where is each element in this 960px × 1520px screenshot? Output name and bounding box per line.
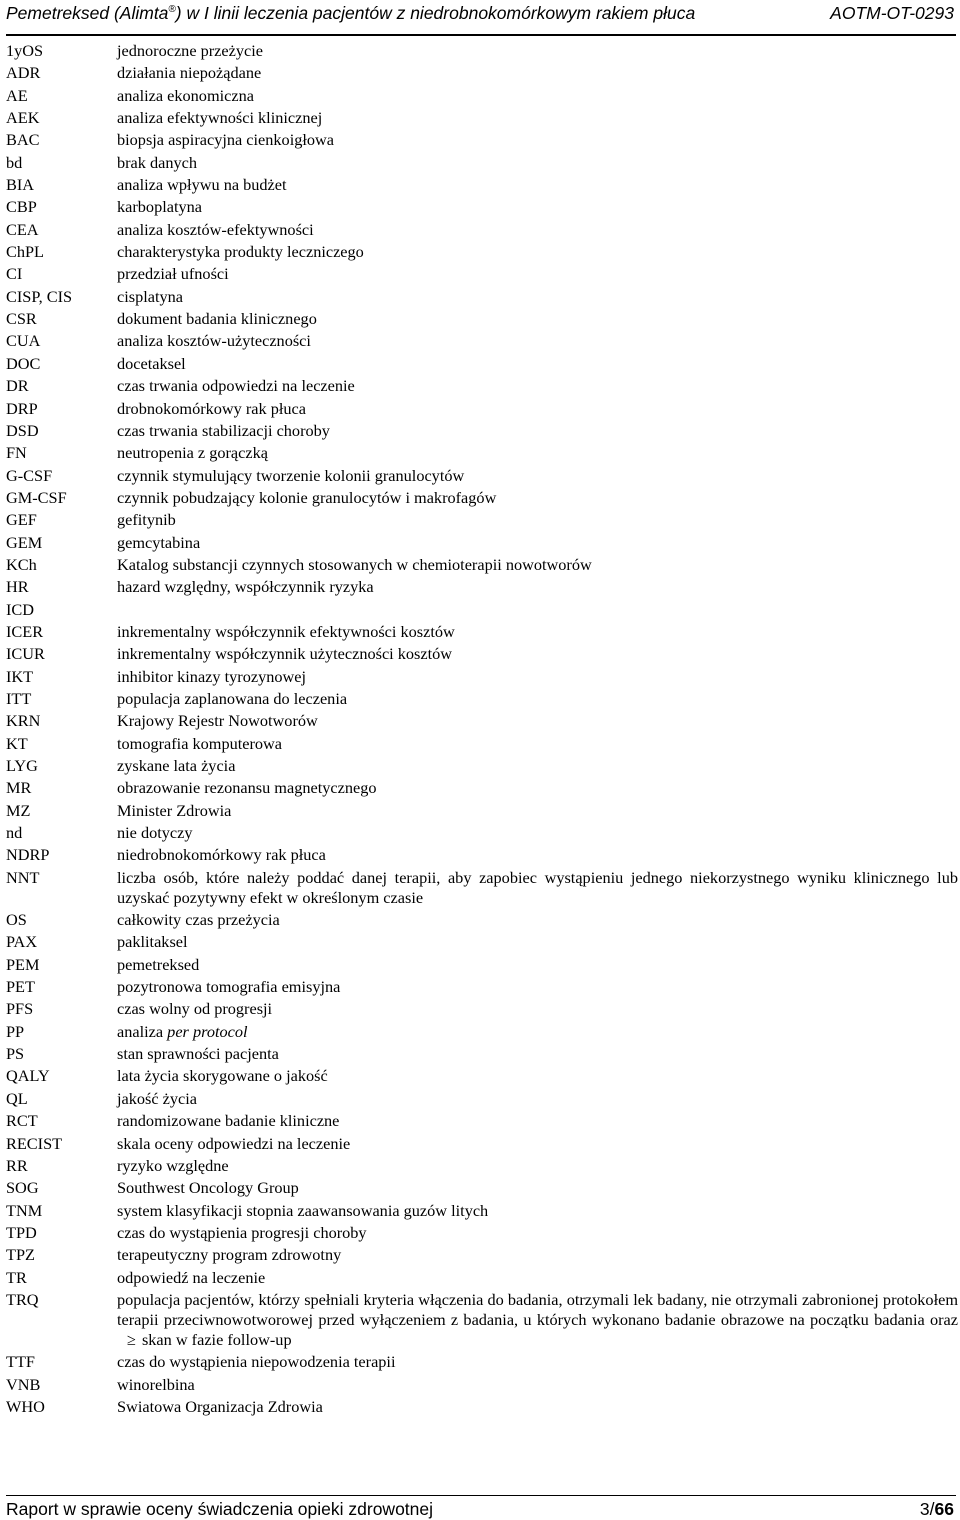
- abbreviation-term: LYG: [6, 756, 38, 775]
- definition-text: przedział ufności: [117, 264, 229, 284]
- abbreviation-row: [6, 910, 958, 932]
- definition-text: tomografia komputerowa: [117, 733, 283, 753]
- abbreviation-definition: [117, 644, 958, 666]
- abbreviation-term: TR: [6, 1267, 27, 1287]
- abbreviation-term: HR: [6, 577, 29, 597]
- abbreviation-definition: [117, 845, 958, 867]
- abbreviation-row: [6, 1245, 958, 1267]
- abbreviation-definition: [117, 1089, 958, 1111]
- abbreviation-row: [6, 443, 958, 465]
- abbreviation-definition: [117, 510, 958, 532]
- definition-text: neutropenia z gorączką: [117, 443, 268, 463]
- abbreviation-row: [6, 309, 958, 331]
- abbreviations-table: [6, 41, 958, 1419]
- page-separator: /: [929, 1499, 935, 1519]
- abbreviation-row: [6, 86, 958, 108]
- abbreviation-row: [6, 421, 958, 443]
- abbreviation-term: AE: [6, 85, 28, 105]
- abbreviation-row: [6, 845, 958, 867]
- definition-text: gemcytabina: [117, 532, 201, 552]
- definition-text: biopsja aspiracyjna cienkoigłowa: [117, 130, 335, 150]
- definition-text: ryzyko względne: [117, 1155, 229, 1175]
- page-total: 66: [934, 1499, 954, 1519]
- abbreviation-row: [6, 667, 958, 689]
- definition-text: docetaksel: [117, 353, 186, 373]
- abbreviation-definition: [117, 108, 958, 130]
- definition-text: populacja pacjentów, którzy spełniali kryteria włączenia do badania, otrzymali lek badany, nie otrzymali zabronionej protokołem terapii przeciwnowotworowej przed wyłączeniem z badania, u których wykonano badanie obrazowe na początku badania oraz: [117, 1289, 958, 1329]
- abbreviation-term: VNB: [6, 1374, 41, 1394]
- abbreviation-row: [6, 1044, 958, 1066]
- definition-text: karboplatyna: [117, 197, 202, 217]
- definition-text: odpowiedź na leczenie: [117, 1267, 266, 1287]
- page-number: [920, 1499, 954, 1520]
- abbreviation-row: [6, 600, 958, 622]
- definition-text: Minister Zdrowia: [117, 800, 232, 820]
- abbreviation-term: TNM: [6, 1200, 43, 1220]
- abbreviation-definition: [117, 1044, 958, 1066]
- abbreviation-definition: [117, 197, 958, 219]
- abbreviation-term: OS: [6, 910, 27, 930]
- definition-text: terapeutyczny program zdrowotny: [117, 1245, 342, 1265]
- abbreviation-term: ICD: [6, 599, 35, 619]
- footer-report-title: Raport w sprawie oceny świadczenia opieki zdrowotnej: [6, 1499, 434, 1519]
- abbreviation-term: DSD: [6, 420, 39, 440]
- abbreviation-row: [6, 287, 958, 309]
- abbreviation-row: [6, 1178, 958, 1200]
- abbreviation-row: [6, 868, 958, 910]
- abbreviation-definition: [117, 264, 958, 286]
- abbreviation-definition: [117, 1352, 958, 1374]
- abbreviation-row: [6, 1268, 958, 1290]
- abbreviation-definition: [117, 977, 958, 999]
- document-title: [6, 3, 695, 24]
- definition-text: analiza ekonomiczna: [117, 85, 254, 105]
- definition-text: całkowity czas przeżycia: [117, 910, 280, 930]
- page-current: 3: [919, 1499, 930, 1519]
- abbreviation-row: [6, 466, 958, 488]
- abbreviation-definition: [117, 130, 958, 152]
- definition-text: system klasyfikacji stopnia zaawansowania guzów litych: [117, 1200, 489, 1220]
- abbreviation-term: RCT: [6, 1111, 38, 1131]
- definition-text: inhibitor kinazy tyrozynowej: [117, 666, 306, 686]
- abbreviation-row: [6, 399, 958, 421]
- abbreviation-definition: [117, 421, 958, 443]
- title-part-2: ) w I linii leczenia pacjentów z niedrobnokomórkowym rakiem płuca: [175, 3, 696, 23]
- abbreviation-definition: [117, 175, 958, 197]
- definition-text: Krajowy Rejestr Nowotworów: [117, 711, 318, 731]
- abbreviation-term: AEK: [6, 108, 40, 128]
- abbreviation-definition: [117, 1375, 958, 1397]
- trademark-symbol: ®: [168, 4, 176, 16]
- abbreviation-definition: [117, 443, 958, 465]
- abbreviation-term: KRN: [6, 711, 41, 731]
- abbreviation-definition: [117, 309, 958, 331]
- definition-text: analiza efektywności klinicznej: [117, 108, 323, 128]
- abbreviation-definition: [117, 756, 958, 778]
- abbreviation-definition: [117, 910, 958, 932]
- definition-text: niedrobnokomórkowy rak płuca: [117, 845, 326, 865]
- definition-text: pemetreksed: [117, 954, 200, 974]
- abbreviation-term: PP: [6, 1021, 25, 1041]
- abbreviation-row: [6, 354, 958, 376]
- abbreviation-row: [6, 734, 958, 756]
- abbreviation-definition: [117, 1201, 958, 1223]
- definition-text: analiza kosztów-użyteczności: [117, 331, 311, 351]
- abbreviation-term: nd: [6, 823, 23, 843]
- definition-text: randomizowane badanie kliniczne: [117, 1111, 340, 1131]
- abbreviation-row: [6, 1156, 958, 1178]
- abbreviation-term: ITT: [6, 688, 32, 708]
- abbreviation-definition: [117, 331, 958, 353]
- abbreviation-term: KCh: [6, 554, 37, 574]
- abbreviation-definition: [117, 734, 958, 756]
- abbreviation-definition: [117, 399, 958, 421]
- abbreviation-definition: [117, 1223, 958, 1245]
- definition-text: pozytronowa tomografia emisyjna: [117, 977, 341, 997]
- abbreviation-term: DOC: [6, 353, 41, 373]
- abbreviation-row: [6, 1352, 958, 1374]
- abbreviation-definition: [117, 999, 958, 1021]
- abbreviation-term: GEM: [6, 532, 43, 552]
- abbreviation-term: PS: [6, 1044, 25, 1064]
- definition-text: jakość życia: [117, 1088, 198, 1108]
- abbreviation-row: [6, 1066, 958, 1088]
- abbreviation-row: [6, 220, 958, 242]
- abbreviation-row: [6, 644, 958, 666]
- definition-text: Swiatowa Organizacja Zdrowia: [117, 1396, 323, 1416]
- abbreviation-row: [6, 1375, 958, 1397]
- abbreviation-definition: [117, 932, 958, 954]
- abbreviation-definition: [117, 354, 958, 376]
- abbreviation-definition: [117, 1156, 958, 1178]
- abbreviation-row: [6, 1290, 958, 1352]
- abbreviation-term: CISP, CIS: [6, 286, 73, 306]
- definition-text: cisplatyna: [117, 286, 184, 306]
- definition-text: winorelbina: [117, 1374, 195, 1394]
- definition-text: Southwest Oncology Group: [117, 1178, 299, 1198]
- abbreviation-row: [6, 756, 958, 778]
- abbreviation-term: RECIST: [6, 1133, 63, 1153]
- abbreviation-term: KT: [6, 733, 28, 753]
- abbreviation-row: [6, 999, 958, 1021]
- abbreviation-term: ICER: [6, 621, 44, 641]
- abbreviation-term: CI: [6, 264, 23, 284]
- abbreviation-term: SOG: [6, 1178, 39, 1198]
- abbreviation-row: [6, 488, 958, 510]
- abbreviation-row: [6, 153, 958, 175]
- abbreviation-definition: [117, 220, 958, 242]
- abbreviation-term: QALY: [6, 1066, 50, 1086]
- abbreviation-row: [6, 711, 958, 733]
- definition-text: czas wolny od progresji: [117, 999, 273, 1019]
- abbreviation-row: [6, 801, 958, 823]
- abbreviation-term: CEA: [6, 219, 39, 239]
- abbreviation-definition: [117, 287, 958, 309]
- abbreviation-definition: [117, 823, 958, 845]
- abbreviation-definition: [117, 376, 958, 398]
- abbreviation-term: TPZ: [6, 1245, 35, 1265]
- abbreviation-term: BIA: [6, 175, 35, 195]
- definition-text: analiza: [117, 1021, 168, 1041]
- abbreviation-term: GEF: [6, 510, 37, 530]
- abbreviations-body: [6, 41, 958, 1419]
- abbreviation-term: 1yOS: [6, 41, 44, 60]
- abbreviation-row: [6, 175, 958, 197]
- definition-text: analiza kosztów-efektywności: [117, 219, 314, 239]
- abbreviation-row: [6, 555, 958, 577]
- abbreviation-row: [6, 331, 958, 353]
- abbreviation-definition: [117, 667, 958, 689]
- abbreviation-definition: [117, 1178, 958, 1200]
- abbreviation-row: [6, 41, 958, 63]
- page-header: [6, 0, 956, 36]
- abbreviation-row: [6, 533, 958, 555]
- definition-text: liczba osób, które należy poddać danej terapii, aby zapobiec wystąpieniu jednego niekorzystnego wyniku klinicznego lub uzyskać pozytywny efekt w określonym czasie: [117, 867, 958, 907]
- abbreviation-row: [6, 1223, 958, 1245]
- abbreviation-definition: [117, 1245, 958, 1267]
- abbreviation-row: [6, 1397, 958, 1419]
- abbreviation-term: FN: [6, 443, 27, 463]
- abbreviation-term: BAC: [6, 130, 40, 150]
- abbreviation-row: [6, 823, 958, 845]
- abbreviation-row: [6, 1201, 958, 1223]
- abbreviation-definition: [117, 466, 958, 488]
- definition-text: czas do wystąpienia niepowodzenia terapii: [117, 1352, 396, 1372]
- definition-text: hazard względny, współczynnik ryzyka: [117, 577, 374, 597]
- definition-text: zyskane lata życia: [117, 756, 236, 775]
- abbreviation-row: [6, 63, 958, 85]
- abbreviation-term: DRP: [6, 398, 38, 418]
- abbreviation-definition: [117, 1022, 958, 1044]
- abbreviation-definition: [117, 242, 958, 264]
- definition-italic-text: per protocol: [167, 1021, 248, 1041]
- abbreviation-definition: [117, 41, 958, 63]
- abbreviation-row: [6, 376, 958, 398]
- abbreviation-definition: [117, 622, 958, 644]
- abbreviation-term: CSR: [6, 309, 37, 329]
- abbreviation-definition: [117, 778, 958, 800]
- abbreviation-definition: [117, 488, 958, 510]
- definition-text: populacja zaplanowana do leczenia: [117, 688, 348, 708]
- abbreviation-definition: [117, 533, 958, 555]
- abbreviation-row: [6, 577, 958, 599]
- abbreviation-definition: [117, 600, 958, 622]
- definition-text: dokument badania klinicznego: [117, 309, 317, 329]
- abbreviation-definition: [117, 801, 958, 823]
- abbreviation-term: TPD: [6, 1222, 37, 1242]
- abbreviation-definition: [117, 1268, 958, 1290]
- abbreviation-term: NNT: [6, 867, 40, 887]
- page-footer: [6, 1495, 956, 1520]
- abbreviation-row: [6, 510, 958, 532]
- abbreviation-definition: [117, 1134, 958, 1156]
- definition-text: czas do wystąpienia progresji choroby: [117, 1222, 367, 1242]
- abbreviation-term: MZ: [6, 800, 31, 820]
- definition-text: analiza wpływu na budżet: [117, 175, 287, 195]
- definition-text: paklitaksel: [117, 932, 188, 952]
- definition-tail-text: skan w fazie follow-up: [141, 1329, 292, 1349]
- definition-text: lata życia skorygowane o jakość: [117, 1066, 328, 1086]
- abbreviation-definition: [117, 1066, 958, 1088]
- abbreviation-row: [6, 955, 958, 977]
- greater-equal-symbol: ≥: [127, 1329, 136, 1349]
- abbreviation-definition: [117, 86, 958, 108]
- abbreviation-definition: [117, 711, 958, 733]
- definition-text: charakterystyka produkty leczniczego: [117, 242, 364, 262]
- definition-text: gefitynib: [117, 510, 176, 530]
- abbreviation-term: G-CSF: [6, 465, 53, 485]
- definition-text: nie dotyczy: [117, 823, 193, 843]
- abbreviation-row: [6, 108, 958, 130]
- abbreviation-term: bd: [6, 152, 23, 172]
- definition-text: czynnik pobudzający kolonie granulocytów i makrofagów: [117, 487, 497, 507]
- abbreviation-term: QL: [6, 1088, 28, 1108]
- abbreviation-term: PFS: [6, 999, 34, 1019]
- definition-text: jednoroczne przeżycie: [117, 41, 263, 60]
- abbreviation-term: DR: [6, 376, 29, 396]
- abbreviation-definition: [117, 1397, 958, 1419]
- definition-text: brak danych: [117, 152, 198, 172]
- abbreviation-row: [6, 264, 958, 286]
- abbreviation-term: TTF: [6, 1352, 35, 1372]
- abbreviation-definition: [117, 868, 958, 910]
- abbreviation-definition: [117, 1290, 958, 1352]
- abbreviation-row: [6, 622, 958, 644]
- abbreviation-term: PET: [6, 977, 35, 997]
- abbreviation-term: WHO: [6, 1396, 45, 1416]
- abbreviation-term: PAX: [6, 932, 38, 952]
- abbreviation-row: [6, 1089, 958, 1111]
- abbreviation-row: [6, 242, 958, 264]
- abbreviation-term: ChPL: [6, 242, 45, 262]
- abbreviation-row: [6, 932, 958, 954]
- abbreviation-definition: [117, 689, 958, 711]
- abbreviation-row: [6, 1022, 958, 1044]
- definition-text: drobnokomórkowy rak płuca: [117, 398, 306, 418]
- definition-text: inkrementalny współczynnik efektywności kosztów: [117, 621, 455, 641]
- abbreviation-definition: [117, 577, 958, 599]
- abbreviation-term: PEM: [6, 954, 40, 974]
- definition-text: stan sprawności pacjenta: [117, 1044, 279, 1064]
- document-code: AOTM-OT-0293: [830, 3, 954, 23]
- definition-text: działania niepożądane: [117, 63, 262, 83]
- abbreviation-row: [6, 1134, 958, 1156]
- definition-text: czas trwania stabilizacji choroby: [117, 420, 330, 440]
- abbreviation-definition: [117, 1111, 958, 1133]
- definition-text: inkrementalny współczynnik użyteczności kosztów: [117, 644, 453, 664]
- abbreviation-term: ICUR: [6, 644, 45, 664]
- abbreviation-row: [6, 130, 958, 152]
- abbreviation-row: [6, 977, 958, 999]
- abbreviation-definition: [117, 63, 958, 85]
- definition-text: skala oceny odpowiedzi na leczenie: [117, 1133, 351, 1153]
- definition-text: czynnik stymulujący tworzenie kolonii granulocytów: [117, 465, 465, 485]
- abbreviation-row: [6, 1111, 958, 1133]
- abbreviation-row: [6, 778, 958, 800]
- abbreviation-term: ADR: [6, 63, 41, 83]
- abbreviation-definition: [117, 955, 958, 977]
- abbreviation-term: TRQ: [6, 1289, 39, 1309]
- abbreviation-term: RR: [6, 1155, 28, 1175]
- abbreviation-term: GM-CSF: [6, 487, 67, 507]
- abbreviation-row: [6, 689, 958, 711]
- abbreviation-definition: [117, 555, 958, 577]
- abbreviation-definition: [117, 153, 958, 175]
- abbreviation-term: CBP: [6, 197, 37, 217]
- abbreviation-term: CUA: [6, 331, 41, 351]
- abbreviation-term: IKT: [6, 666, 34, 686]
- definition-text: Katalog substancji czynnych stosowanych w chemioterapii nowotworów: [117, 554, 592, 574]
- abbreviation-row: [6, 197, 958, 219]
- abbreviation-term: MR: [6, 778, 32, 798]
- definition-text: czas trwania odpowiedzi na leczenie: [117, 376, 355, 396]
- title-part-1: Pemetreksed (Alimta: [6, 3, 169, 23]
- abbreviation-term: NDRP: [6, 845, 50, 865]
- definition-text: obrazowanie rezonansu magnetycznego: [117, 778, 377, 798]
